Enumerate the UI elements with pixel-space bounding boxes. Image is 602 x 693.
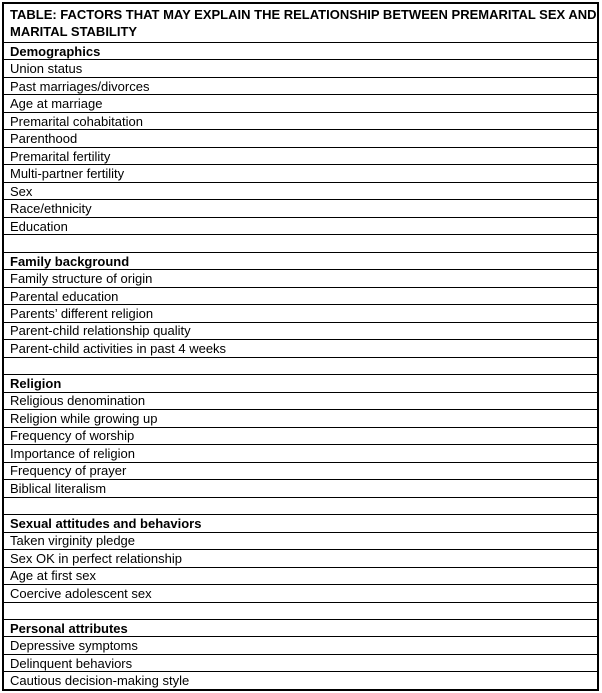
table-title-line-1: TABLE: FACTORS THAT MAY EXPLAIN THE RELATIONSHIP BETWEEN PREMARITAL SEX AND: [10, 7, 597, 22]
factor-row: Age at marriage: [4, 95, 597, 112]
section-header-row: Religion: [4, 375, 597, 392]
factor-row: Family structure of origin: [4, 270, 597, 287]
factor-row: Sex: [4, 183, 597, 200]
table-title-line-2: MARITAL STABILITY: [10, 24, 138, 39]
factor-row: Religious denomination: [4, 393, 597, 410]
factor-row: Parental education: [4, 288, 597, 305]
spacer-row: [4, 603, 597, 620]
factor-row: Importance of religion: [4, 445, 597, 462]
section-header-row: Family background: [4, 253, 597, 270]
factor-row: Depressive symptoms: [4, 637, 597, 654]
factor-row: Parent-child relationship quality: [4, 323, 597, 340]
factor-row: Age at first sex: [4, 568, 597, 585]
factor-row: Multi-partner fertility: [4, 165, 597, 182]
factor-row: Biblical literalism: [4, 480, 597, 497]
factor-row: Race/ethnicity: [4, 200, 597, 217]
factor-row: Parent-child activities in past 4 weeks: [4, 340, 597, 357]
factor-row: Sex OK in perfect relationship: [4, 550, 597, 567]
factor-row: Coercive adolescent sex: [4, 585, 597, 602]
factor-row: Frequency of prayer: [4, 463, 597, 480]
factor-row: Taken virginity pledge: [4, 533, 597, 550]
factor-row: Parents’ different religion: [4, 305, 597, 322]
table-title: [4, 4, 597, 43]
spacer-row: [4, 358, 597, 375]
section-header-row: Personal attributes: [4, 620, 597, 637]
factor-row: Premarital fertility: [4, 148, 597, 165]
factor-row: Parenthood: [4, 130, 597, 147]
factor-row: Premarital cohabitation: [4, 113, 597, 130]
factor-row: Delinquent behaviors: [4, 655, 597, 672]
section-header-row: Sexual attitudes and behaviors: [4, 515, 597, 532]
factors-table: [2, 2, 599, 691]
section-header-row: Demographics: [4, 43, 597, 60]
factor-row: Past marriages/divorces: [4, 78, 597, 95]
factor-row: Education: [4, 218, 597, 235]
spacer-row: [4, 235, 597, 252]
factor-row: Union status: [4, 60, 597, 77]
factor-row: Cautious decision-making style: [10, 673, 190, 689]
factor-row: Frequency of worship: [4, 428, 597, 445]
spacer-row: [4, 498, 597, 515]
factor-row: Religion while growing up: [4, 410, 597, 427]
